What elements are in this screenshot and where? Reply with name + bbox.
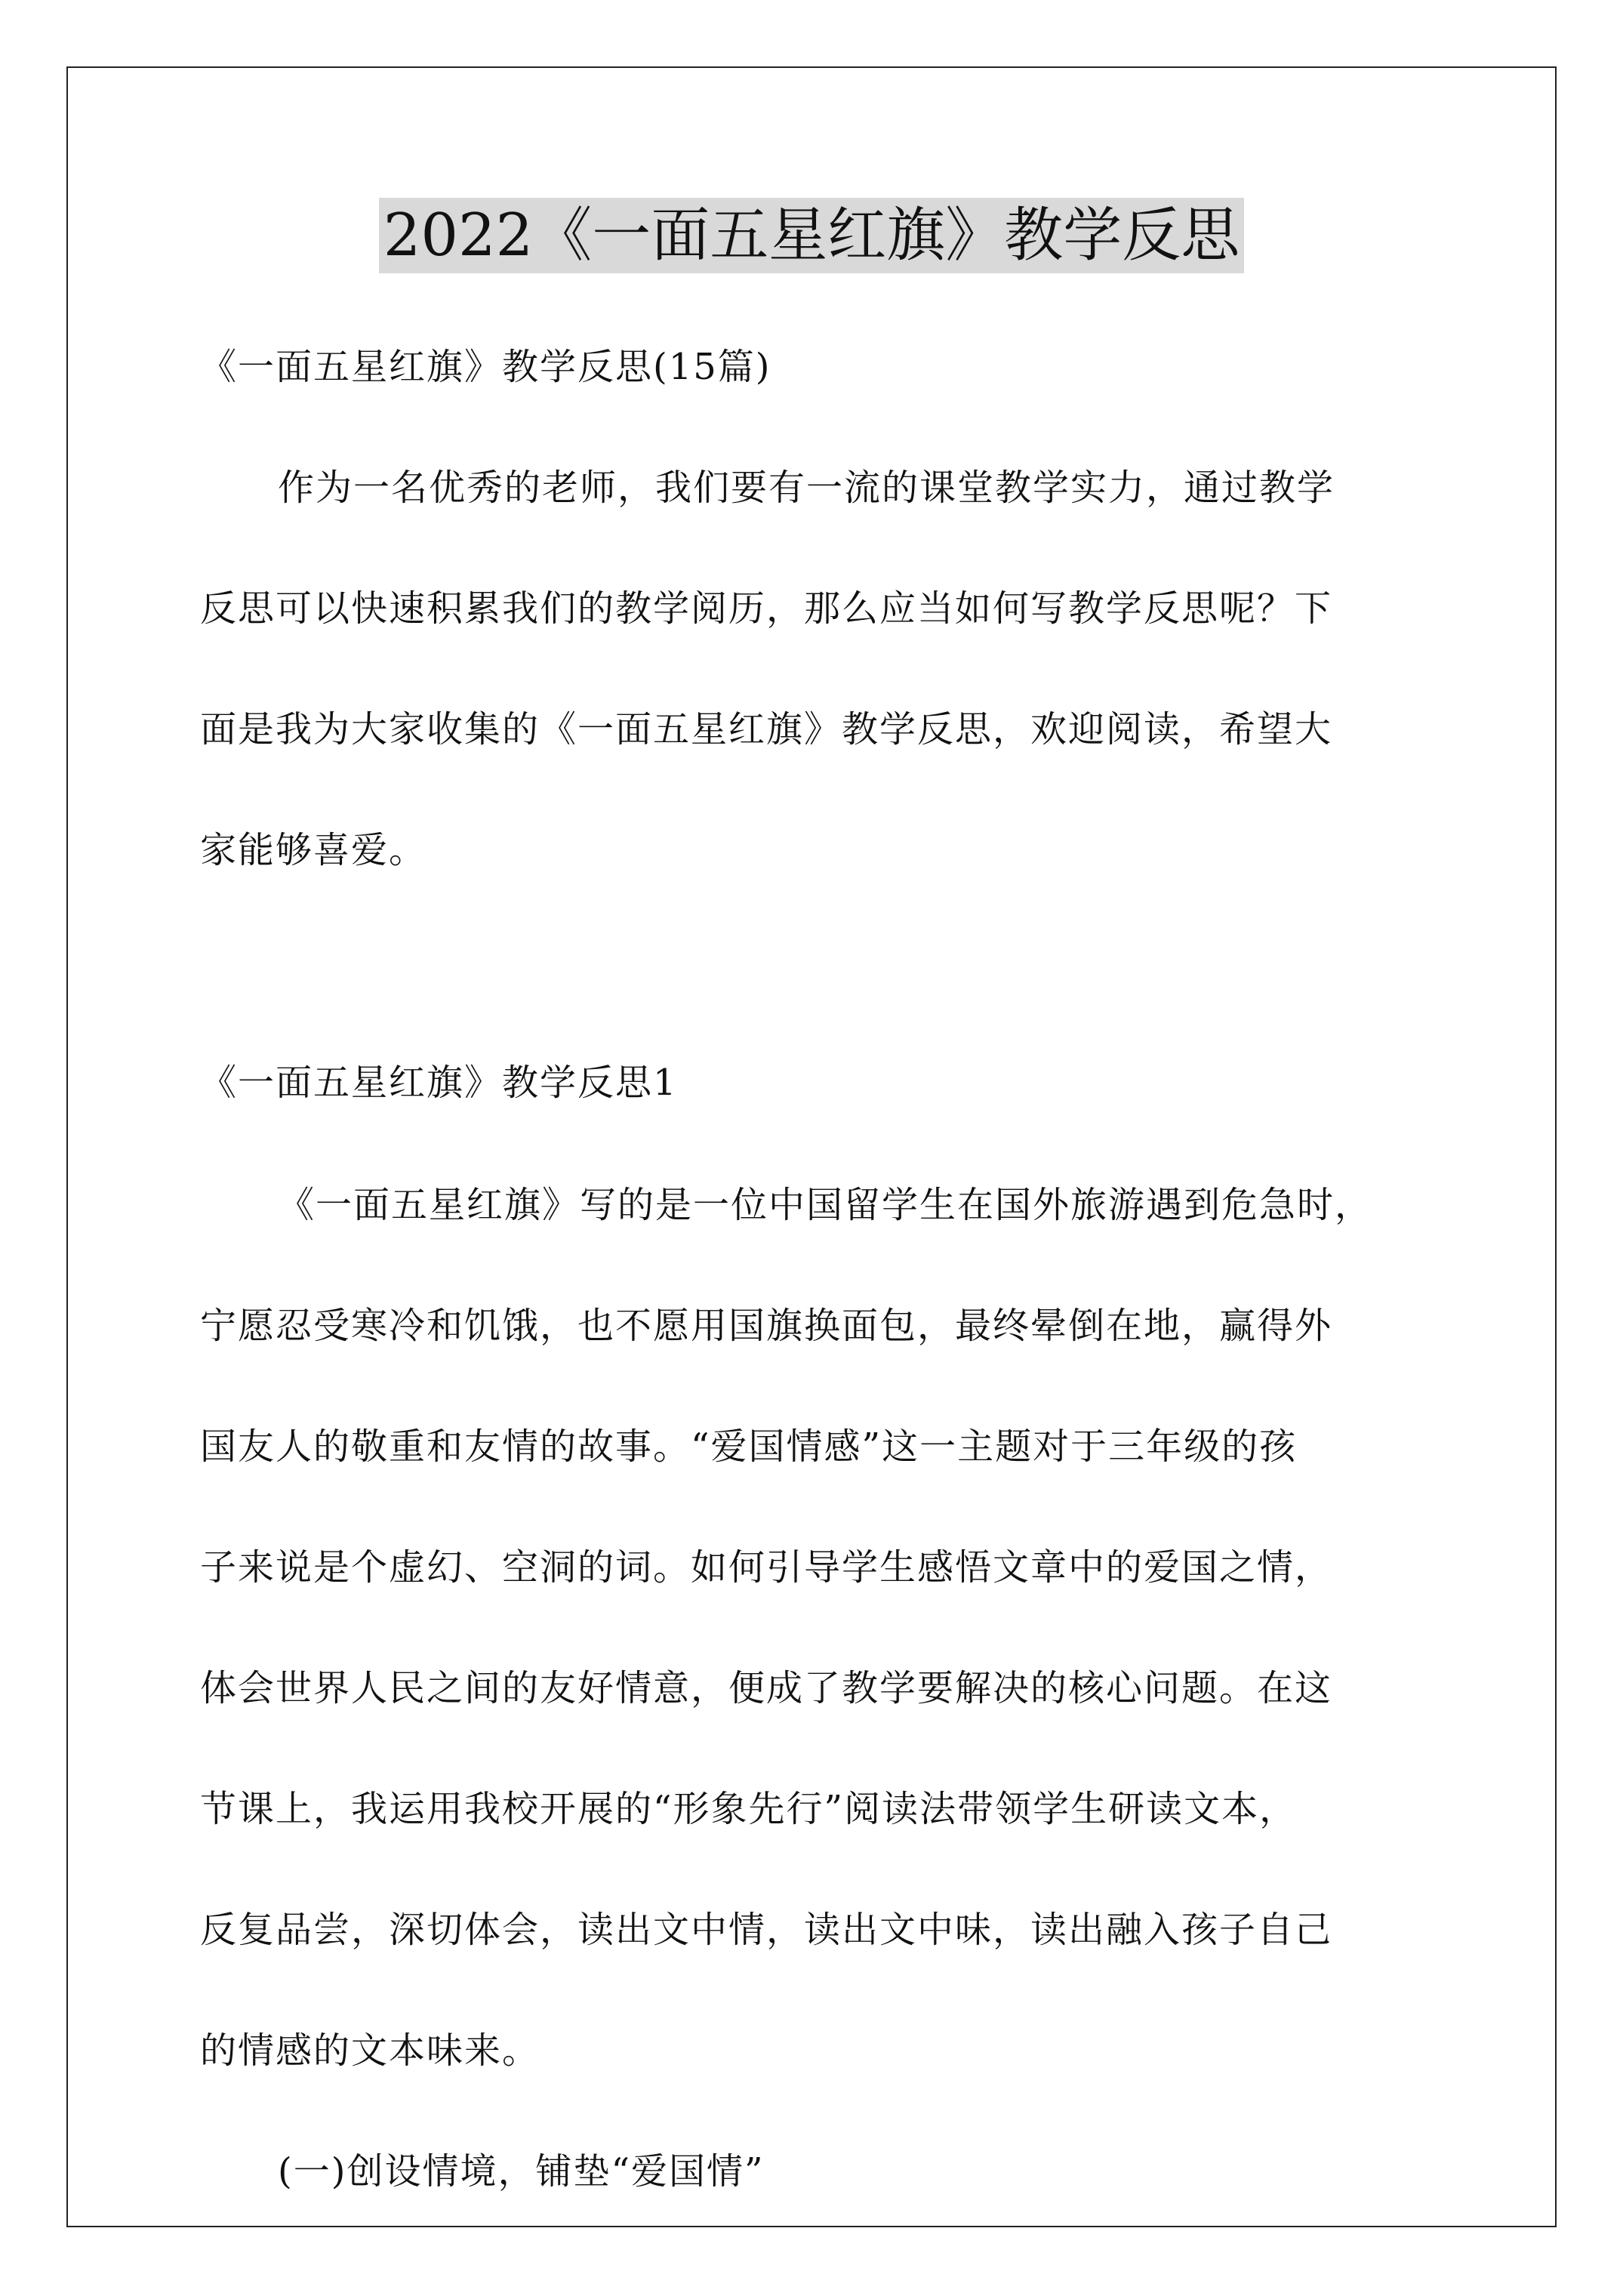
page-border	[66, 66, 1557, 2227]
document-subtitle: 《一面五星红旗》教学反思(15篇)	[200, 346, 771, 388]
intro-line: 反思可以快速积累我们的教学阅历，那么应当如何写教学反思呢？下	[200, 587, 1333, 630]
document-title: 2022《一面五星红旗》教学反思	[379, 198, 1245, 273]
body-line: 宁愿忍受寒冷和饥饿，也不愿用国旗换面包，最终晕倒在地，赢得外	[200, 1305, 1333, 1347]
body-line: 节课上，我运用我校开展的“形象先行”阅读法带领学生研读文本，	[200, 1788, 1298, 1830]
body-line: 反复品尝，深切体会，读出文中情，读出文中味，读出融入孩子自己	[200, 1909, 1333, 1951]
body-line: 子来说是个虚幻、空洞的词。如何引导学生感悟文章中的爱国之情，	[200, 1546, 1333, 1589]
intro-line: 家能够喜爱。	[200, 829, 427, 871]
body-line: 的情感的文本味来。	[200, 2029, 540, 2072]
body-line: 国友人的敬重和友情的故事。“爱国情感”这一主题对于三年级的孩	[200, 1425, 1298, 1468]
body-line: 体会世界人民之间的友好情意，便成了教学要解决的核心问题。在这	[200, 1667, 1333, 1709]
title-container	[0, 198, 1623, 273]
body-line: 《一面五星红旗》写的是一位中国留学生在国外旅游遇到危急时，	[278, 1184, 1373, 1226]
section-heading: 《一面五星红旗》教学反思1	[200, 1062, 678, 1104]
intro-line: 面是我为大家收集的《一面五星红旗》教学反思，欢迎阅读，希望大	[200, 708, 1333, 750]
intro-line: 作为一名优秀的老师，我们要有一流的课堂教学实力，通过教学	[278, 467, 1335, 509]
section-subheading: (一)创设情境，铺垫“爱国情”	[278, 2150, 765, 2193]
